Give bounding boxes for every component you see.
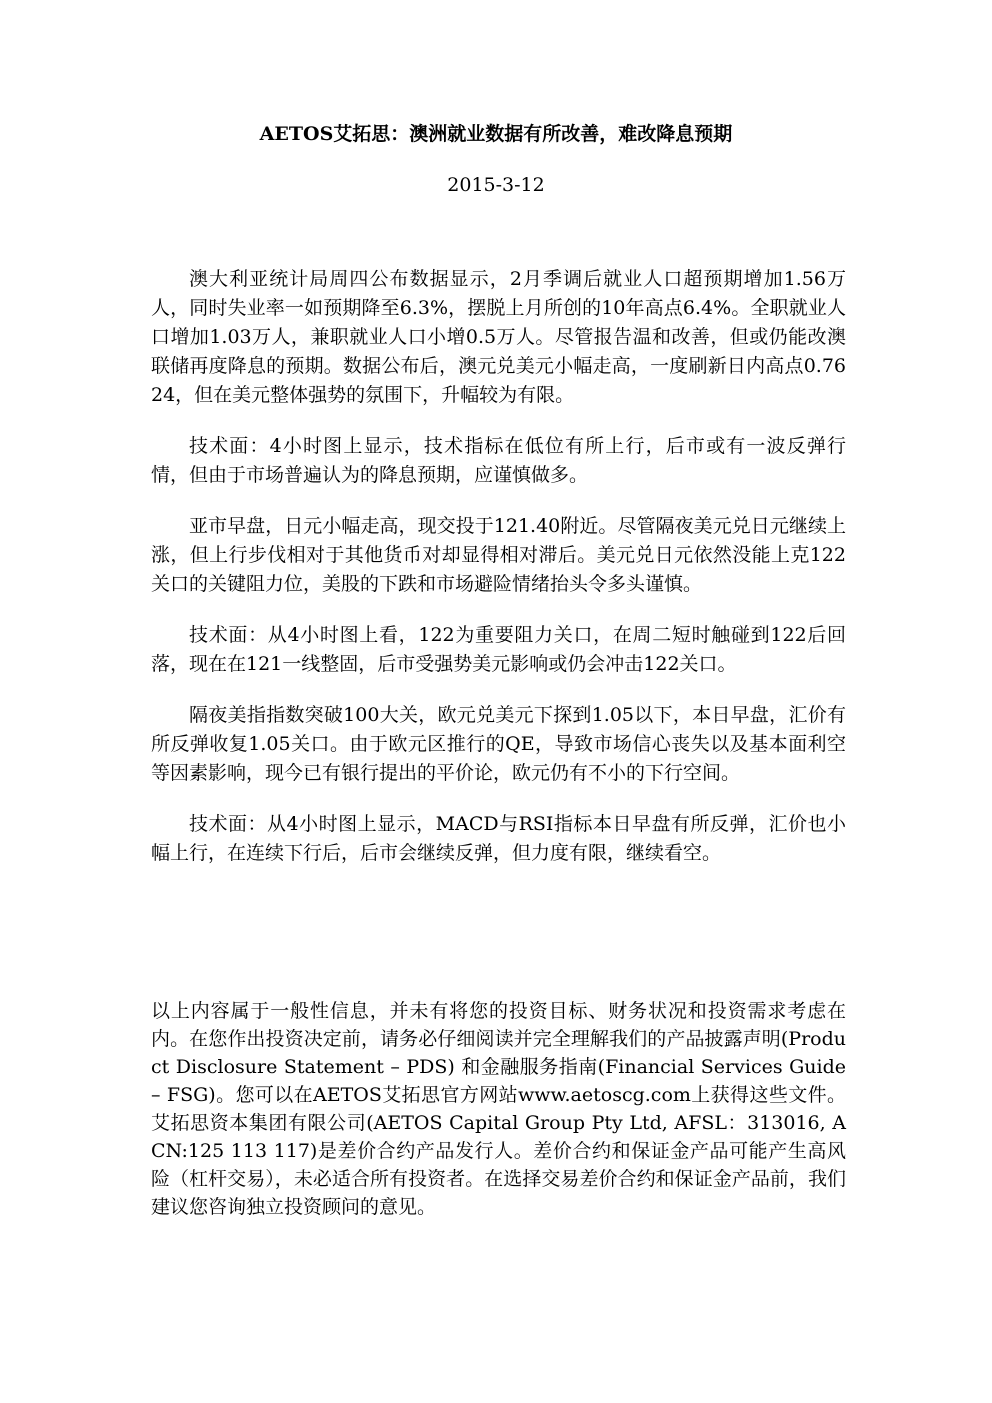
paragraph-employment-data: 澳大利亚统计局周四公布数据显示，2月季调后就业人口超预期增加1.56万人，同时失业率一如预期降至6.3%，摆脱上月所创的10年高点6.4%。全职就业人口增加1.03万人，兼职就业人口小增0.5万人。尽管报告温和改善，但或仍能改澳联储再度降息的预期。数据公布后，澳元兑美元小幅走高，一度刷新日内高点0.7624，但在美元整体强势的氛围下，升幅较为有限。 xyxy=(151,268,846,406)
article-title: AETOS艾拓思：澳洲就业数据有所改善，难改降息预期 xyxy=(259,123,733,145)
article-date: 2015-3-12 xyxy=(447,174,545,196)
disclaimer-text: 以上内容属于一般性信息，并未有将您的投资目标、财务状况和投资需求考虑在内。在您作出投资决定前，请务必仔细阅读并完全理解我们的产品披露声明(Product Disclosure Statement – PDS) 和金融服务指南(Financial Services Guide – FSG)。您可以在AETOS艾拓思官方网站www.aetoscg.com上获得这些文件。艾拓思资本集团有限公司(AETOS Capital Group Pty Ltd, AFSL：313016, ACN:125 113 117)是差价合约产品发行人。差价合约和保证金产品可能产生高风险（杠杆交易），未必适合所有投资者。在选择交易差价合约和保证金产品前，我们建议您咨询独立投资顾问的意见。 xyxy=(151,1000,846,1218)
paragraph-aud-technical: 技术面：4小时图上显示，技术指标在低位有所上行，后市或有一波反弹行情，但由于市场普遍认为的降息预期，应谨慎做多。 xyxy=(151,435,846,486)
paragraph-jpy-market: 亚市早盘，日元小幅走高，现交投于121.40附近。尽管隔夜美元兑日元继续上涨，但上行步伐相对于其他货币对却显得相对滞后。美元兑日元依然没能上克122关口的关键阻力位，美股的下跌和市场避险情绪抬头令多头谨慎。 xyxy=(151,515,846,595)
paragraph-jpy-technical: 技术面：从4小时图上看，122为重要阻力关口，在周二短时触碰到122后回落，现在在121一线整固，后市受强势美元影响或仍会冲击122关口。 xyxy=(151,624,846,675)
article-body xyxy=(151,265,846,890)
paragraph-eur-technical: 技术面：从4小时图上显示，MACD与RSI指标本日早盘有所反弹，汇价也小幅上行，在连续下行后，后市会继续反弹，但力度有限，继续看空。 xyxy=(151,813,846,864)
paragraph-eur-market: 隔夜美指指数突破100大关，欧元兑美元下探到1.05以下，本日早盘，汇价有所反弹收复1.05关口。由于欧元区推行的QE，导致市场信心丧失以及基本面利空等因素影响，现今已有银行提出的平价论，欧元仍有不小的下行空间。 xyxy=(151,704,846,784)
